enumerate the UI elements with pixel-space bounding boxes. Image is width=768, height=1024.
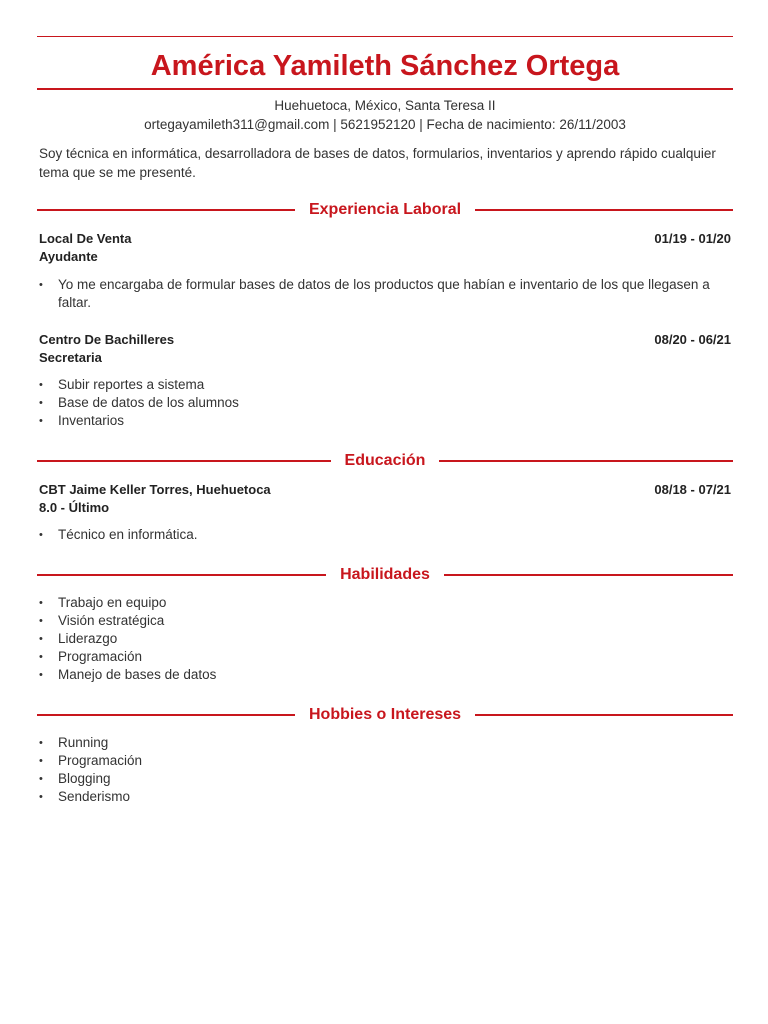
bullet-icon: • (39, 633, 43, 645)
experience-date: 01/19 - 01/20 (654, 231, 731, 246)
name-divider (37, 88, 733, 90)
list-item: • Blogging (39, 771, 111, 786)
section-header-hobbies (37, 704, 733, 726)
section-rule-right (439, 460, 733, 462)
experience-role: Secretaria (39, 350, 102, 365)
profile-summary: Soy técnica en informática, desarrolladora de bases de datos, formularios, inventarios y aprendo rápido cualquier tema que se me presenté. (39, 146, 716, 180)
education-date: 08/18 - 07/21 (654, 482, 731, 497)
list-item: • Inventarios (39, 413, 125, 428)
list-item: • Programación (39, 753, 143, 768)
section-rule-left (37, 714, 295, 716)
hobbies-list (39, 734, 731, 806)
education-entry-1-header (39, 481, 731, 499)
contact-line: ortegayamileth311@gmail.com | 5621952120 | Fecha de nacimiento: 26/11/2003 (144, 117, 626, 132)
experience-date: 08/20 - 06/21 (654, 332, 731, 347)
list-item: • Senderismo (39, 789, 131, 804)
bullet-icon: • (39, 755, 43, 767)
list-item: • Base de datos de los alumnos (39, 395, 239, 410)
bullet-icon: • (39, 773, 43, 785)
location-line: Huehuetoca, México, Santa Teresa II (274, 98, 496, 113)
bullet-icon: • (39, 379, 43, 391)
section-rule-left (37, 209, 295, 211)
bullet-icon: • (39, 651, 43, 663)
list-item: • Programación (39, 649, 143, 664)
list-item: • Subir reportes a sistema (39, 377, 205, 392)
top-divider (37, 36, 733, 37)
experience-entry-2-bullets (39, 376, 731, 430)
experience-entry-2-header (39, 331, 731, 349)
skills-list (39, 594, 731, 684)
section-rule-right (475, 714, 733, 716)
list-item: • Yo me encargaba de formular bases de datos de los productos que habían e inventario de los que llegasen a faltar. (39, 277, 710, 310)
list-item: • Trabajo en equipo (39, 595, 167, 610)
section-header-experience (37, 199, 733, 221)
education-grade: 8.0 - Último (39, 500, 110, 515)
section-rule-left (37, 574, 326, 576)
section-rule-right (475, 209, 733, 211)
section-title-skills: Habilidades (340, 566, 430, 583)
list-item: • Manejo de bases de datos (39, 667, 217, 682)
experience-org: Local De Venta (39, 231, 132, 246)
bullet-icon: • (39, 737, 43, 749)
experience-entry-1-header (39, 230, 731, 248)
list-item: • Running (39, 735, 109, 750)
bullet-icon: • (39, 397, 43, 409)
education-entry-1-bullets (39, 526, 731, 544)
list-item: • Técnico en informática. (39, 527, 198, 542)
list-item: • Visión estratégica (39, 613, 165, 628)
bullet-icon: • (39, 415, 43, 427)
experience-org: Centro De Bachilleres (39, 332, 175, 347)
section-title-education: Educación (344, 452, 426, 469)
bullet-icon: • (39, 791, 43, 803)
bullet-icon: • (39, 279, 43, 291)
experience-entry-1-bullets (39, 276, 731, 312)
candidate-name: América Yamileth Sánchez Ortega (150, 50, 620, 82)
list-item: • Liderazgo (39, 631, 118, 646)
section-header-skills (37, 564, 733, 586)
experience-role: Ayudante (39, 249, 98, 264)
bullet-icon: • (39, 669, 43, 681)
bullet-icon: • (39, 597, 43, 609)
section-title-experience: Experiencia Laboral (308, 201, 462, 218)
bullet-icon: • (39, 529, 43, 541)
section-header-education (37, 450, 733, 472)
section-rule-left (37, 460, 331, 462)
section-rule-right (444, 574, 733, 576)
bullet-icon: • (39, 615, 43, 627)
section-title-hobbies: Hobbies o Intereses (308, 706, 462, 723)
education-school: CBT Jaime Keller Torres, Huehuetoca (39, 482, 271, 497)
